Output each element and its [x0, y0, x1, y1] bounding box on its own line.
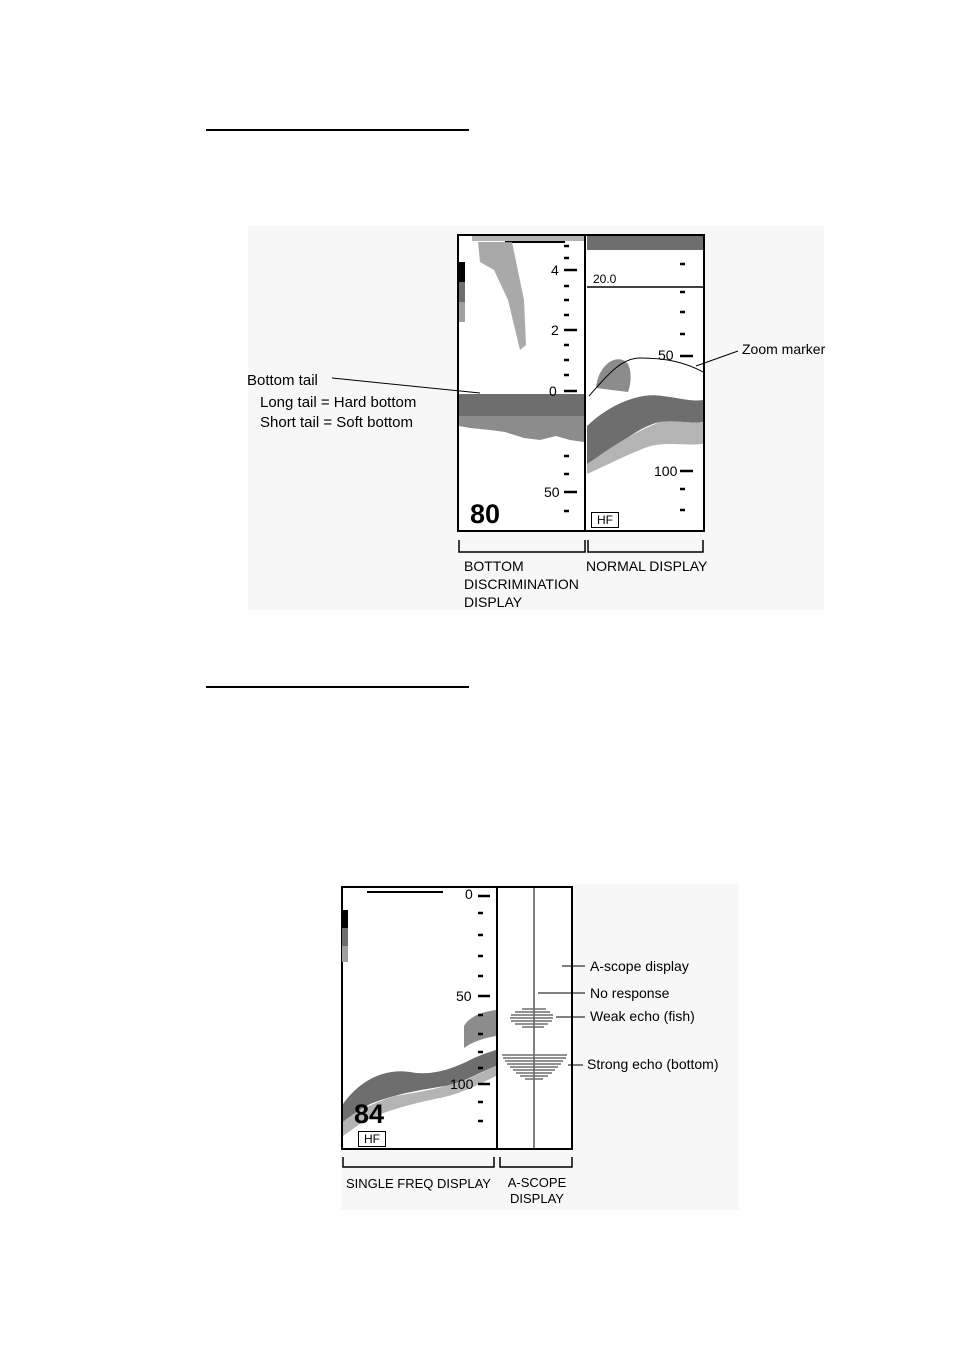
weak-echo: [510, 1009, 553, 1027]
normal-display-caption: NORMAL DISPLAY: [586, 558, 708, 574]
short-tail-callout: Short tail = Soft bottom: [260, 414, 413, 431]
scale-label-50: 50: [456, 988, 472, 1004]
no-response-callout: No response: [590, 985, 670, 1001]
weak-echo-callout: Weak echo (fish): [590, 1008, 695, 1024]
bracket-right: [500, 1157, 572, 1167]
color-bar-black: [342, 910, 348, 928]
single-freq-caption: SINGLE FREQ DISPLAY: [346, 1176, 491, 1191]
bracket-left: [343, 1157, 494, 1167]
depth-readout: 84: [354, 1099, 385, 1129]
scale-label-0: 0: [465, 886, 473, 902]
zoom-marker-callout: Zoom marker: [742, 341, 826, 357]
left-scale-label-50: 50: [544, 484, 560, 500]
depth-readout: 80: [470, 499, 501, 529]
freq-badge: HF: [591, 512, 619, 528]
left-scale-label-4: 4: [551, 262, 559, 278]
zoom-range-label: 20.0: [593, 272, 617, 286]
caption-line: DISPLAY: [510, 1191, 564, 1206]
ascope-callout: A-scope display: [590, 958, 689, 974]
caption-line: BOTTOM: [464, 558, 524, 574]
long-tail-callout: Long tail = Hard bottom: [260, 394, 417, 411]
strong-echo-callout: Strong echo (bottom): [587, 1056, 719, 1072]
freq-badge: HF: [358, 1131, 386, 1147]
right-scale-label-50: 50: [658, 347, 674, 363]
color-bar-dark: [342, 928, 348, 946]
ascope-caption: [505, 1175, 569, 1207]
caption-line: DISPLAY: [464, 594, 523, 610]
strong-echo: [502, 1055, 567, 1079]
caption-line: A-SCOPE: [507, 1175, 567, 1190]
left-scale-label-0: 0: [549, 383, 557, 399]
left-scale-label-2: 2: [551, 322, 559, 338]
scale-label-100: 100: [450, 1076, 474, 1092]
scale-ticks: [478, 896, 490, 1121]
caption-line: DISCRIMINATION: [464, 576, 579, 592]
right-scale-label-100: 100: [654, 463, 678, 479]
bottom-tail-callout: Bottom tail: [247, 372, 318, 389]
color-bar-light: [342, 946, 348, 962]
